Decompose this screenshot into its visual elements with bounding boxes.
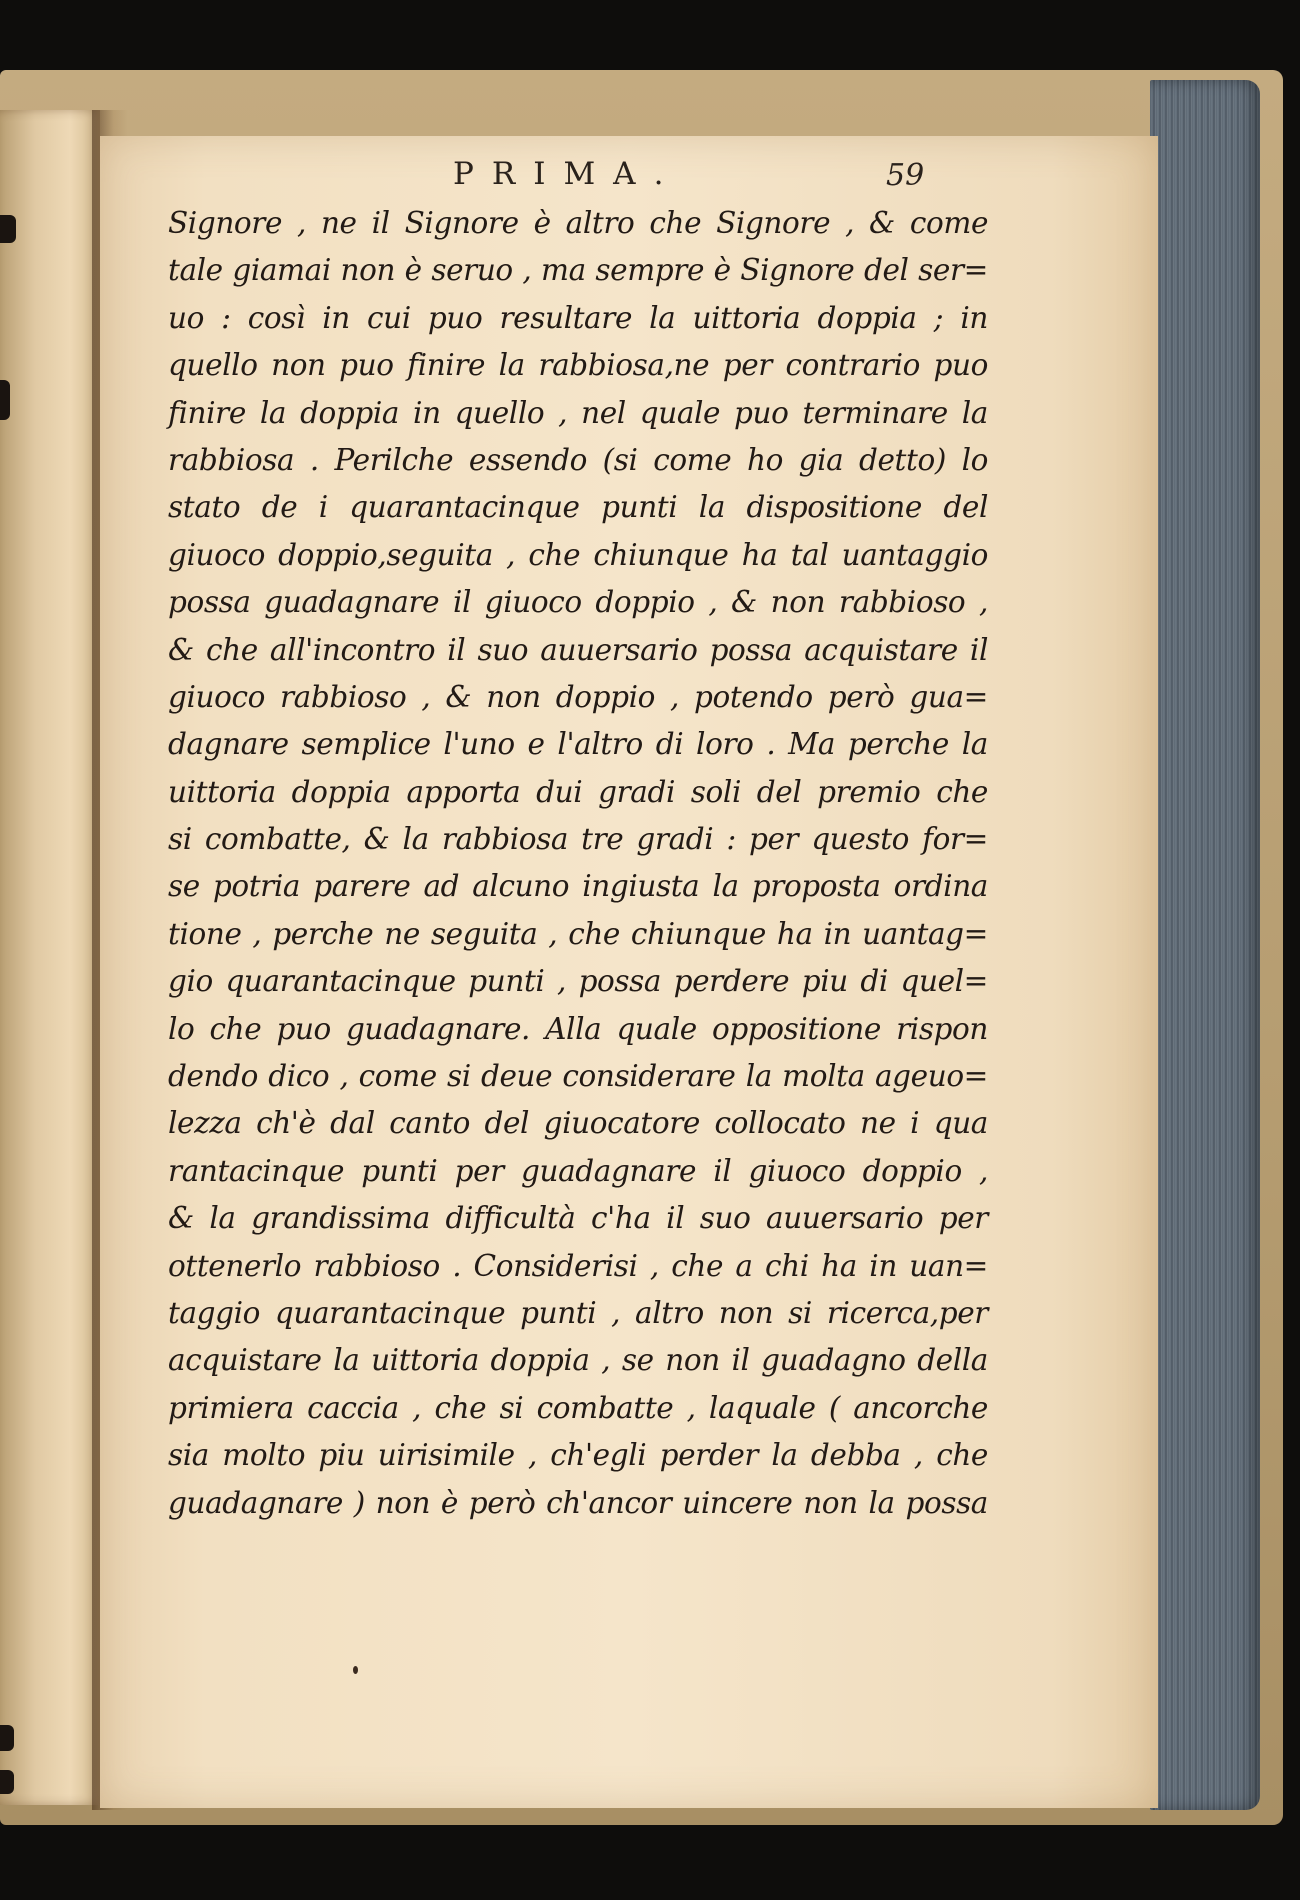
text-line: lezza ch'è dal canto del giuocatore collocato ne i qua xyxy=(168,1106,988,1141)
page-edges xyxy=(1150,80,1260,1810)
text-line: quello non puo finire la rabbiosa,ne per contrario puo xyxy=(168,348,988,383)
running-title: PRIMA. xyxy=(453,156,682,192)
text-line: si combatte, & la rabbiosa tre gradi : per questo for= xyxy=(168,822,988,857)
left-page xyxy=(0,110,100,1805)
text-line: rabbiosa . Perilche essendo (si come ho gia detto) lo xyxy=(168,442,988,477)
text-line: ottenerlo rabbioso . Considerisi , che a chi ha in uan= xyxy=(168,1248,988,1283)
text-line: sia molto piu uirisimile , ch'egli perder la debba , che xyxy=(168,1438,988,1473)
body-text xyxy=(168,200,1098,1527)
text-line: giuoco doppio,seguita , che chiunque ha tal uantaggio xyxy=(168,537,988,572)
text-line: finire la doppia in quello , nel quale puo terminare la xyxy=(168,395,988,430)
text-line: tione , perche ne seguita , che chiunque ha in uantag= xyxy=(168,916,988,951)
text-line: lo che puo guadagnare. Alla quale oppositione rispon xyxy=(168,1011,988,1046)
ink-speck xyxy=(353,1666,358,1674)
text-line: uo : così in cui puo resultare la uittoria doppia ; in xyxy=(168,300,988,335)
text-line: giuoco rabbioso , & non doppio , potendo però gua= xyxy=(168,679,988,714)
text-line: se potria parere ad alcuno ingiusta la proposta ordina xyxy=(168,869,988,904)
text-line: primiera caccia , che si combatte , laquale ( ancorche xyxy=(168,1390,988,1425)
text-line: & la grandissima difficultà c'ha il suo auuersario per xyxy=(168,1201,988,1236)
left-page-text-fragment xyxy=(0,1725,14,1751)
left-page-text-fragment xyxy=(0,215,16,243)
text-line: dendo dico , come si deue considerare la molta ageuo= xyxy=(168,1059,988,1094)
left-page-text-fragment xyxy=(0,1770,14,1794)
page-content xyxy=(168,156,1098,1527)
text-line: Signore , ne il Signore è altro che Signore , & come xyxy=(168,206,988,240)
text-line: stato de i quarantacinque punti la dispositione del xyxy=(168,490,988,525)
page-number: 59 xyxy=(886,158,925,193)
text-line: dagnare semplice l'uno e l'altro di loro . Ma perche la xyxy=(168,727,988,762)
running-head xyxy=(168,156,1098,200)
text-line: uittoria doppia apporta dui gradi soli del premio che xyxy=(168,774,988,809)
text-line: acquistare la uittoria doppia , se non il guadagno della xyxy=(168,1343,988,1378)
right-page xyxy=(100,136,1158,1808)
text-line: rantacinque punti per guadagnare il giuoco doppio , xyxy=(168,1153,988,1188)
text-line: possa guadagnare il giuoco doppio , & non rabbioso , xyxy=(168,585,988,620)
text-line: guadagnare ) non è però ch'ancor uincere non la possa xyxy=(168,1485,988,1520)
left-page-text-fragment xyxy=(0,380,10,420)
text-line: gio quarantacinque punti , possa perdere piu di quel= xyxy=(168,964,988,999)
text-line: & che all'incontro il suo auuersario possa acquistare il xyxy=(168,632,988,667)
text-line: tale giamai non è seruo , ma sempre è Signore del ser= xyxy=(168,253,988,288)
text-line: taggio quarantacinque punti , altro non si ricerca,per xyxy=(168,1295,988,1330)
